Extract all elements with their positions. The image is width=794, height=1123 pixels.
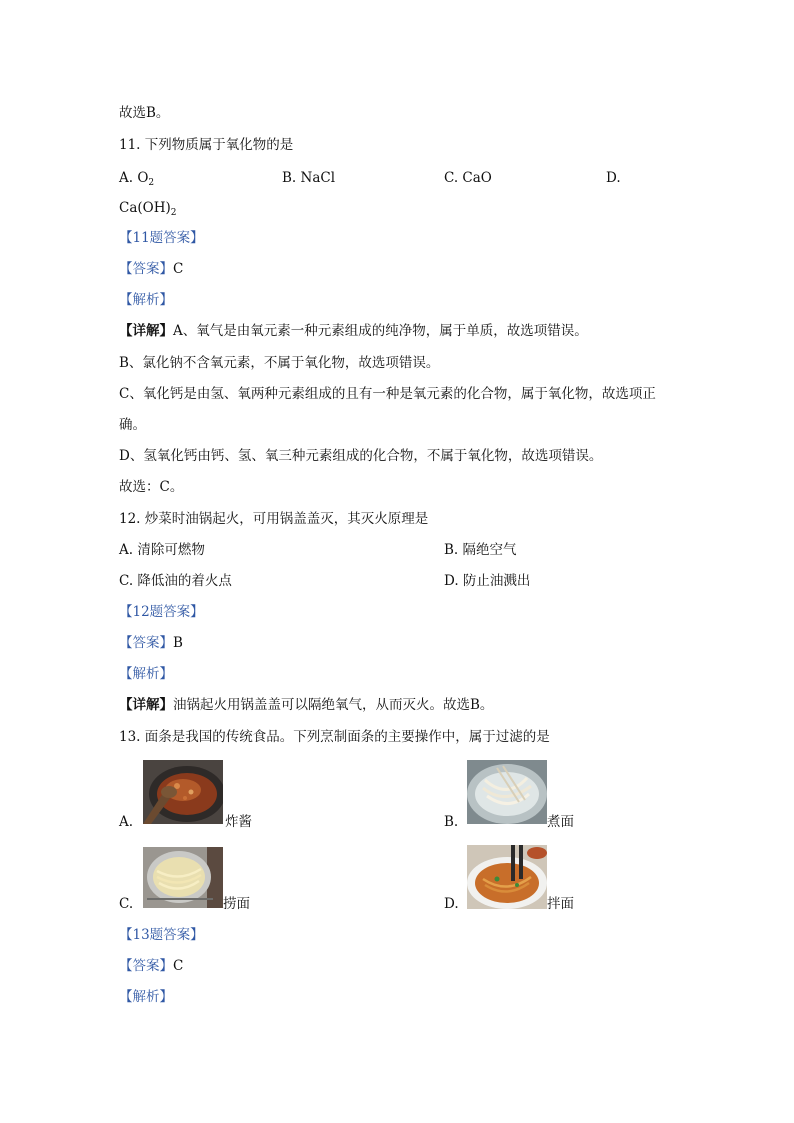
- answer-value: C: [173, 261, 184, 277]
- q12-stem: 12. 炒菜时油锅起火，可用锅盖盖灭，其灭火原理是: [119, 511, 429, 527]
- q13-answer-heading: 【13题答案】: [119, 927, 204, 943]
- draining-noodles-photo: [143, 847, 223, 908]
- q13-option-d-caption: 拌面: [547, 896, 574, 912]
- q12-answer: 【答案】B: [119, 635, 183, 651]
- q12-analysis-label: 【解析】: [119, 666, 173, 682]
- q11-conclusion: 故选：C。: [119, 479, 184, 495]
- q12-option-d: D. 防止油溅出: [444, 573, 531, 589]
- q11-detail-c2: 确。: [119, 417, 146, 433]
- q11-detail-a: 【详解】A、氧气是由氧元素一种元素组成的纯净物，属于单质，故选项错误。: [119, 323, 588, 339]
- q13-option-c-caption: 捞面: [223, 896, 250, 912]
- q13-option-b-caption: 煮面: [547, 814, 574, 830]
- q11-option-d-letter: D.: [606, 170, 621, 186]
- q11-detail-c1: C、氧化钙是由氢、氧两种元素组成的且有一种是氧元素的化合物，属于氧化物，故选项正: [119, 386, 656, 402]
- q13-option-b-letter: B.: [444, 814, 459, 830]
- q12-option-a: A. 清除可燃物: [119, 542, 205, 558]
- fried-sauce-photo: [143, 760, 223, 824]
- q13-stem: 13. 面条是我国的传统食品。下列烹制面条的主要操作中，属于过滤的是: [119, 729, 550, 745]
- q12-option-c: C. 降低油的着火点: [119, 573, 232, 589]
- q11-analysis-label: 【解析】: [119, 292, 173, 308]
- q11-option-b: B. NaCl: [282, 170, 336, 186]
- mixed-noodles-photo: [467, 845, 547, 909]
- q11-option-a: A. $O_2$: [119, 170, 155, 188]
- prev-conclusion: 故选B。: [119, 105, 170, 121]
- boiling-noodles-photo: [467, 760, 547, 824]
- q12-detail: 【详解】油锅起火用锅盖盖可以隔绝氧气，从而灭火。故选B。: [119, 697, 494, 713]
- q11-detail-d: D、氢氧化钙由钙、氢、氧三种元素组成的化合物，不属于氧化物，故选项错误。: [119, 448, 603, 464]
- q11-option-c: C. CaO: [444, 170, 492, 186]
- q13-option-a-letter: A.: [119, 814, 134, 830]
- q13-answer: 【答案】C: [119, 958, 184, 974]
- q13-option-a-caption: 炸酱: [225, 814, 252, 830]
- q11-stem: 11. 下列物质属于氧化物的是: [119, 137, 294, 153]
- q11-option-d-body: $Ca(OH)_2$: [119, 200, 177, 218]
- q11-answer-heading: 【11题答案】: [119, 230, 204, 246]
- detail-label: 【详解】: [119, 323, 173, 339]
- q13-option-d-letter: D.: [444, 896, 459, 912]
- answer-label: 【答案】: [119, 261, 173, 277]
- q12-option-b: B. 隔绝空气: [444, 542, 517, 558]
- q11-answer: [119, 260, 183, 278]
- q13-option-c-letter: C.: [119, 896, 134, 912]
- q13-analysis-label: 【解析】: [119, 989, 173, 1005]
- q12-answer-heading: 【12题答案】: [119, 604, 204, 620]
- q11-detail-b: B、氯化钠不含氧元素，不属于氧化物，故选项错误。: [119, 355, 440, 371]
